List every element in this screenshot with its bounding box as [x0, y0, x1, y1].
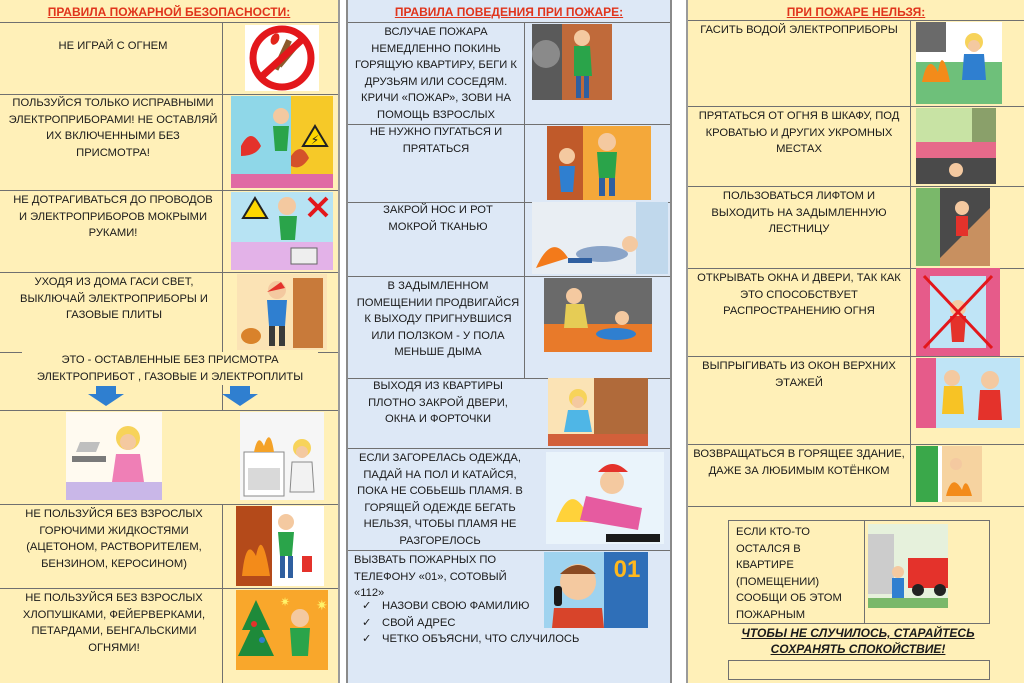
electric-appliances-illustration [231, 96, 333, 188]
safety-rule-text: НЕ ИГРАЙ С ОГНЕМ [58, 40, 168, 52]
leaving-home-illustration [237, 274, 327, 350]
forbidden-rule-text: ПРЯТАТЬСЯ ОТ ОГНЯ В ШКАФУ, ПОД КРОВАТЬЮ И ДРУГИХ УКРОМНЫХ МЕСТАХ [698, 110, 900, 155]
behavior-rules-column [346, 0, 672, 683]
svg-text:✷: ✷ [316, 597, 328, 613]
forbidden-actions-column [686, 0, 1024, 683]
safety-rules-column [0, 0, 340, 683]
forbidden-rule-text: ВЫПРЫГИВАТЬ ИЗ ОКОН ВЕРХНИХ ЭТАЖЕЙ [702, 360, 896, 389]
safety-rule-text: НЕ ПОЛЬЗУЙСЯ БЕЗ ВЗРОСЛЫХ ГОРЮЧИМИ ЖИДКОСТЯМИ (АЦЕТОНОМ, РАСТВОРИТЕЛЕМ, БЕНЗИНОМ, КЕРОСИНОМ) [25, 508, 203, 570]
unattended-appliances-text: ЭТО - ОСТАВЛЕННЫЕ БЕЗ ПРИСМОТРА ЭЛЕКТРОПРИБОТ , ГАЗОВЫЕ И ЭЛЕКТРОПЛИТЫ [22, 352, 318, 385]
someone-left-text: ЕСЛИ КТО-ТО ОСТАЛСЯ В КВАРТИРЕ (ПОМЕЩЕНИИ) СООБЩИ ОБ ЭТОМ ПОЖАРНЫМ [736, 526, 842, 621]
crawling-person-illustration [532, 202, 668, 274]
call-step: ✓ ЧЕТКО ОБЪЯСНИ, ЧТО СЛУЧИЛОСЬ [358, 631, 579, 648]
behavior-title: ПРАВИЛА ПОВЕДЕНИЯ ПРИ ПОЖАРЕ: [348, 2, 670, 22]
stay-calm-text: ЧТОБЫ НЕ СЛУЧИЛОСЬ, СТАРАЙТЕСЬ СОХРАНЯТЬ СПОКОЙСТВИЕ! [741, 626, 975, 656]
behavior-rule-text: ВСЛУЧАЕ ПОЖАРА НЕМЕДЛЕННО ПОКИНЬ ГОРЯЩУЮ КВАРТИРУ, БЕГИ К ДРУЗЬЯМ ИЛИ СОСЕДЯМ. КРИЧИ «ПОЖАР», ЗОВИ НА ПОМОЩЬ ВЗРОСЛЫХ [355, 26, 517, 121]
call-step: ✓ СВОЙ АДРЕС [358, 615, 579, 632]
fire-truck-illustration [868, 524, 948, 608]
arrow-down-icon [222, 386, 258, 406]
dont-hide-illustration [547, 126, 651, 200]
jumping-from-window-illustration [916, 358, 1020, 428]
burning-clothes-illustration [546, 452, 664, 544]
elevator-stairs-illustration [916, 188, 990, 266]
water-on-appliances-illustration [916, 22, 1002, 104]
forbidden-rule-text: ВОЗВРАЩАТЬСЯ В ГОРЯЩЕЕ ЗДАНИЕ, ДАЖЕ ЗА ЛЮБИМЫМ КОТЁНКОМ [693, 448, 905, 477]
no-matches-icon [245, 25, 319, 91]
fireworks-illustration [236, 590, 328, 670]
stove-illustration [240, 412, 324, 500]
girl-with-iron-illustration [66, 412, 162, 500]
safety-rule-text: ПОЛЬЗУЙСЯ ТОЛЬКО ИСПРАВНЫМИ ЭЛЕКТРОПРИБОРАМИ! НЕ ОСТАВЛЯЙ ИХ ВКЛЮЧЕННЫМИ БЕЗ ПРИСМОТРА! [8, 97, 218, 159]
forbidden-rule-text: ПОЛЬЗОВАТЬСЯ ЛИФТОМ И ВЫХОДИТЬ НА ЗАДЫМЛЕННУЮ ЛЕСТНИЦУ [711, 190, 887, 235]
behavior-rule-text: В ЗАДЫМЛЕННОМ ПОМЕЩЕНИИ ПРОДВИГАЙСЯ К ВЫХОДУ ПРИГНУВШИСЯ ИЛИ ПОЛЗКОМ - У ПОЛА МЕНЬШЕ ДЫМА [356, 280, 520, 358]
safety-title: ПРАВИЛА ПОЖАРНОЙ БЕЗОПАСНОСТИ: [47, 5, 291, 19]
leaving-apartment-illustration [532, 24, 612, 100]
forbidden-rule-text: ГАСИТЬ ВОДОЙ ЭЛЕКТРОПРИБОРЫ [700, 24, 898, 36]
close-doors-illustration [548, 378, 648, 446]
smoky-room-illustration [544, 278, 652, 352]
svg-text:✷: ✷ [280, 595, 291, 609]
behavior-rule-text: НЕ НУЖНО ПУГАТЬСЯ И ПРЯТАТЬСЯ [369, 126, 503, 155]
burning-building-cat-illustration [916, 446, 982, 502]
phone-number-01: 01 [613, 556, 641, 583]
safety-rule-text: НЕ ДОТРАГИВАТЬСЯ ДО ПРОВОДОВ И ЭЛЕКТРОПРИБОРОВ МОКРЫМИ РУКАМИ! [13, 194, 213, 239]
behavior-rule-text: ВЫХОДЯ ИЗ КВАРТИРЫ ПЛОТНО ЗАКРОЙ ДВЕРИ, ОКНА И ФОРТОЧКИ [368, 380, 508, 425]
safety-rule-text: УХОДЯ ИЗ ДОМА ГАСИ СВЕТ, ВЫКЛЮЧАЙ ЭЛЕКТРОПРИБОРЫ И ГАЗОВЫЕ ПЛИТЫ [20, 276, 208, 321]
hiding-under-bed-illustration [916, 108, 996, 184]
open-window-illustration [916, 268, 1000, 356]
forbidden-rule-text: ОТКРЫВАТЬ ОКНА И ДВЕРИ, ТАК КАК ЭТО СПОСОБСТВУЕТ РАСПРОСТРАНЕНИЮ ОГНЯ [697, 272, 901, 317]
safety-rule-text: НЕ ПОЛЬЗУЙСЯ БЕЗ ВЗРОСЛЫХ ХЛОПУШКАМИ, ФЕЙЕРВЕРКАМИ, ПЕТАРДАМИ, БЕНГАЛЬСКИМИ ОГНЯМИ! [22, 592, 206, 654]
forbidden-title: ПРИ ПОЖАРЕ НЕЛЬЗЯ: [786, 5, 926, 19]
boy-on-phone-illustration [544, 552, 648, 628]
call-step: ✓ НАЗОВИ СВОЮ ФАМИЛИЮ [358, 598, 579, 615]
behavior-rule-text: ЗАКРОЙ НОС И РОТ МОКРОЙ ТКАНЬЮ [383, 204, 493, 233]
behavior-rule-text: ЕСЛИ ЗАГОРЕЛАСЬ ОДЕЖДА, ПАДАЙ НА ПОЛ И КАТАЙСЯ, ПОКА НЕ СОБЬЕШЬ ПЛАМЯ. В ГОРЯЩЕЙ ОДЕЖДЕ БЕГАТЬ НЕЛЬЗЯ, ЧТОБЫ ПЛАМЯ НЕ РАЗГОРЕЛОСЬ [357, 452, 523, 547]
empty-box [728, 660, 990, 680]
flammable-liquids-illustration [236, 506, 324, 586]
wet-hands-illustration [231, 192, 333, 270]
arrow-down-icon [88, 386, 124, 406]
call-firefighters-text: ВЫЗВАТЬ ПОЖАРНЫХ ПО ТЕЛЕФОНУ «01», СОТОВЫЙ «112» [354, 554, 507, 599]
svg-text:⚡: ⚡ [310, 133, 320, 147]
